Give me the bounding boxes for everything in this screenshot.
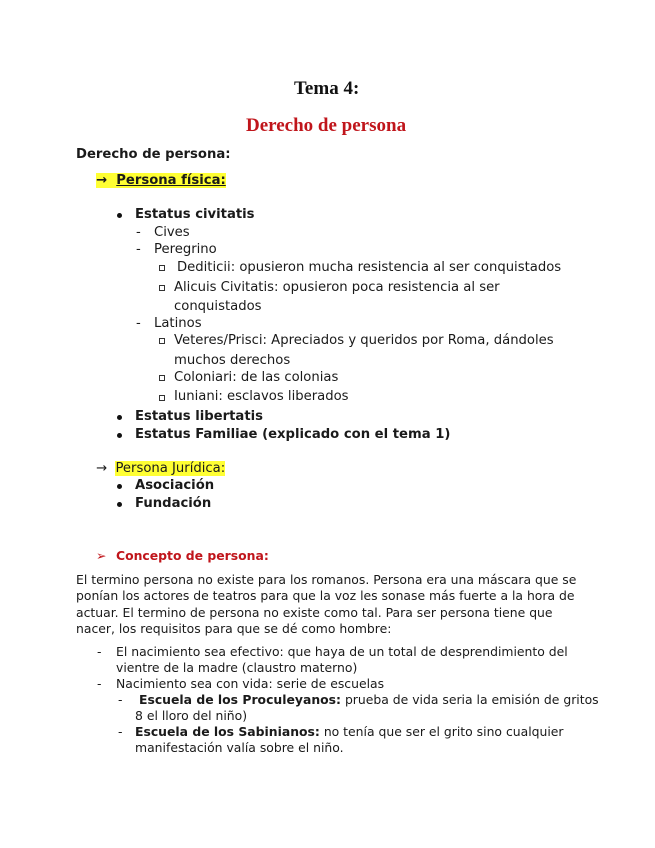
proculeyanos-text: prueba de vida seria la emisión de gritos xyxy=(341,692,599,707)
sabinianos-label: Escuela de los Sabinianos: xyxy=(135,724,320,739)
dash-icon: - xyxy=(136,316,141,331)
iuniani-item: Iuniani: esclavos liberados xyxy=(174,389,349,404)
page-title: Tema 4: xyxy=(294,78,360,99)
fundacion-item: Fundación xyxy=(135,496,212,511)
dash-icon: - xyxy=(136,242,141,257)
bullet-icon xyxy=(117,484,122,489)
sabinianos-item xyxy=(135,724,564,739)
juridica-item xyxy=(96,461,225,476)
dash-icon: - xyxy=(136,225,141,240)
proculeyanos-item xyxy=(139,692,599,707)
peregrino-item: Peregrino xyxy=(154,242,217,257)
alicuis-item: Alicuis Civitatis: opusieron poca resistencia al ser xyxy=(174,280,500,295)
arrow-icon: → xyxy=(96,461,108,476)
juridica-label: Persona Jurídica: xyxy=(115,461,226,476)
dash-icon: - xyxy=(118,724,123,739)
concepto-heading: Concepto de persona: xyxy=(116,548,269,563)
bullet-icon xyxy=(117,213,122,218)
latinos-item: Latinos xyxy=(154,316,202,331)
dash-icon: - xyxy=(118,692,123,707)
familiae-item: Estatus Familiae (explicado con el tema 1) xyxy=(135,427,451,442)
arrowhead-icon: ➢ xyxy=(96,548,107,563)
arrow-icon: → xyxy=(96,173,108,188)
alicuis-item-cont: conquistados xyxy=(174,299,262,314)
asociacion-item: Asociación xyxy=(135,478,215,493)
veteres-item-cont: muchos derechos xyxy=(174,353,291,368)
section-heading: Derecho de persona: xyxy=(76,147,231,162)
cives-item: Cives xyxy=(154,225,190,240)
square-bullet-icon xyxy=(159,285,165,291)
civitatis-label: Estatus civitatis xyxy=(135,207,255,222)
square-bullet-icon xyxy=(159,395,165,401)
fisica-label: Persona física: xyxy=(116,173,226,188)
requisito-2: Nacimiento sea con vida: serie de escuelas xyxy=(116,676,385,691)
bullet-icon xyxy=(117,415,122,420)
sabinianos-cont: manifestación valía sobre el niño. xyxy=(135,740,344,755)
proculeyanos-cont: 8 el lloro del niño) xyxy=(135,708,248,723)
square-bullet-icon xyxy=(159,375,165,381)
veteres-item: Veteres/Prisci: Apreciados y queridos por Roma, dándoles xyxy=(174,333,554,348)
sabinianos-text: no tenía que ser el grito sino cualquier xyxy=(319,724,564,739)
concepto-paragraph: El termino persona no existe para los romanos. Persona era una máscara que se ponían los actores de teatros para que la voz les sonase más fuerte a la hora de actuar. El termino de persona no existe como tal. Para ser persona tiene que nacer, los requisitos para que se dé como hombre: xyxy=(76,572,577,636)
bullet-icon xyxy=(117,433,122,438)
square-bullet-icon xyxy=(159,265,165,271)
dediticii-item: Dediticii: opusieron mucha resistencia al ser conquistados xyxy=(177,260,562,275)
dash-icon: - xyxy=(97,644,102,659)
proculeyanos-label: Escuela de los Proculeyanos: xyxy=(139,692,341,707)
square-bullet-icon xyxy=(159,338,165,344)
dash-icon: - xyxy=(97,676,102,691)
requisito-1: El nacimiento sea efectivo: que haya de un total de desprendimiento del xyxy=(116,644,568,659)
fisica-item xyxy=(96,173,226,188)
libertatis-item: Estatus libertatis xyxy=(135,409,263,424)
requisito-1-cont: vientre de la madre (claustro materno) xyxy=(116,660,358,675)
bullet-icon xyxy=(117,502,122,507)
page-subtitle: Derecho de persona xyxy=(246,115,407,136)
coloniari-item: Coloniari: de las colonias xyxy=(174,370,339,385)
